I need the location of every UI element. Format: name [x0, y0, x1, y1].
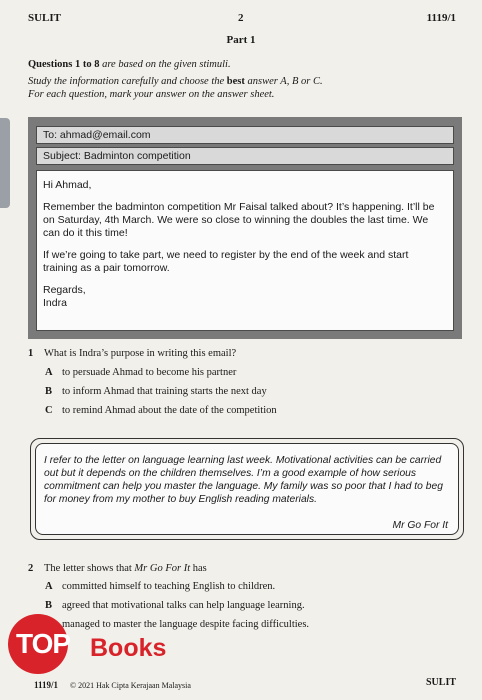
- email-closing: Regards,: [43, 284, 86, 296]
- footer-copyright: © 2021 Hak Cipta Kerajaan Malaysia: [70, 681, 191, 690]
- side-tab-marker: [0, 118, 10, 208]
- letter-inner-frame: [35, 443, 459, 535]
- footer-sulit: SULIT: [425, 677, 456, 688]
- email-body: [36, 170, 454, 331]
- question-text: The letter shows that Mr Go For It has: [44, 563, 207, 574]
- instruction-line-1: Questions 1 to 8 are based on the given stimuli.: [28, 59, 231, 70]
- part-title: Part 1: [226, 34, 256, 46]
- question-number: 1: [28, 348, 34, 359]
- option-text: to remind Ahmad about the date of the competition: [62, 405, 277, 416]
- topbooks-logo: [8, 614, 208, 674]
- option-text: managed to master the language despite facing difficulties.: [62, 619, 310, 630]
- email-subject-field: Subject: Badminton competition: [36, 147, 454, 165]
- header-sulit: SULIT: [28, 12, 62, 24]
- email-paragraph-1: Remember the badminton competition Mr Faisal talked about? It’s happening. It’ll be on Saturday, 4th March. We were so close to winning the doubles the last time. We can do it this time!: [43, 201, 435, 239]
- logo-books-text: Books: [90, 634, 167, 662]
- option-letter: B: [45, 386, 53, 397]
- instruction-line-2: Study the information carefully and choose the best answer A, B or C.: [28, 76, 323, 87]
- option-letter: C: [45, 405, 53, 416]
- letter-stimulus: [30, 438, 464, 540]
- option-letter: B: [45, 600, 53, 611]
- email-signature: Indra: [43, 297, 67, 309]
- letter-signature: Mr Go For It: [392, 520, 448, 531]
- letter-text: I refer to the letter on language learning last week. Motivational activities can be carried out but it depends on the children themselves. I’m a good example of how serious commitment can help you master the language. My family was so poor that I had to beg for money from my mother to buy English reading materials.: [44, 455, 443, 505]
- logo-top-text: TOP: [16, 628, 71, 659]
- option-letter: A: [45, 581, 53, 592]
- email-paragraph-2: If we’re going to take part, we need to register by the end of the week and start training as a pair tomorrow.: [43, 249, 409, 274]
- option-text: to persuade Ahmad to become his partner: [62, 367, 237, 378]
- option-text: agreed that motivational talks can help language learning.: [62, 600, 305, 611]
- email-stimulus: [28, 117, 462, 339]
- option-text: to inform Ahmad that training starts the next day: [62, 386, 267, 397]
- question-text: What is Indra’s purpose in writing this email?: [44, 348, 237, 359]
- email-to-field: To: ahmad@email.com: [36, 126, 454, 144]
- option-letter: A: [45, 367, 53, 378]
- option-text: committed himself to teaching English to children.: [62, 581, 276, 592]
- instruction-line-3: For each question, mark your answer on the answer sheet.: [28, 89, 275, 100]
- email-greeting: Hi Ahmad,: [43, 179, 92, 191]
- question-number: 2: [28, 563, 34, 574]
- paper-code: 1119/1: [426, 12, 456, 24]
- page-number: 2: [238, 12, 244, 24]
- footer-code: 1119/1: [34, 680, 59, 690]
